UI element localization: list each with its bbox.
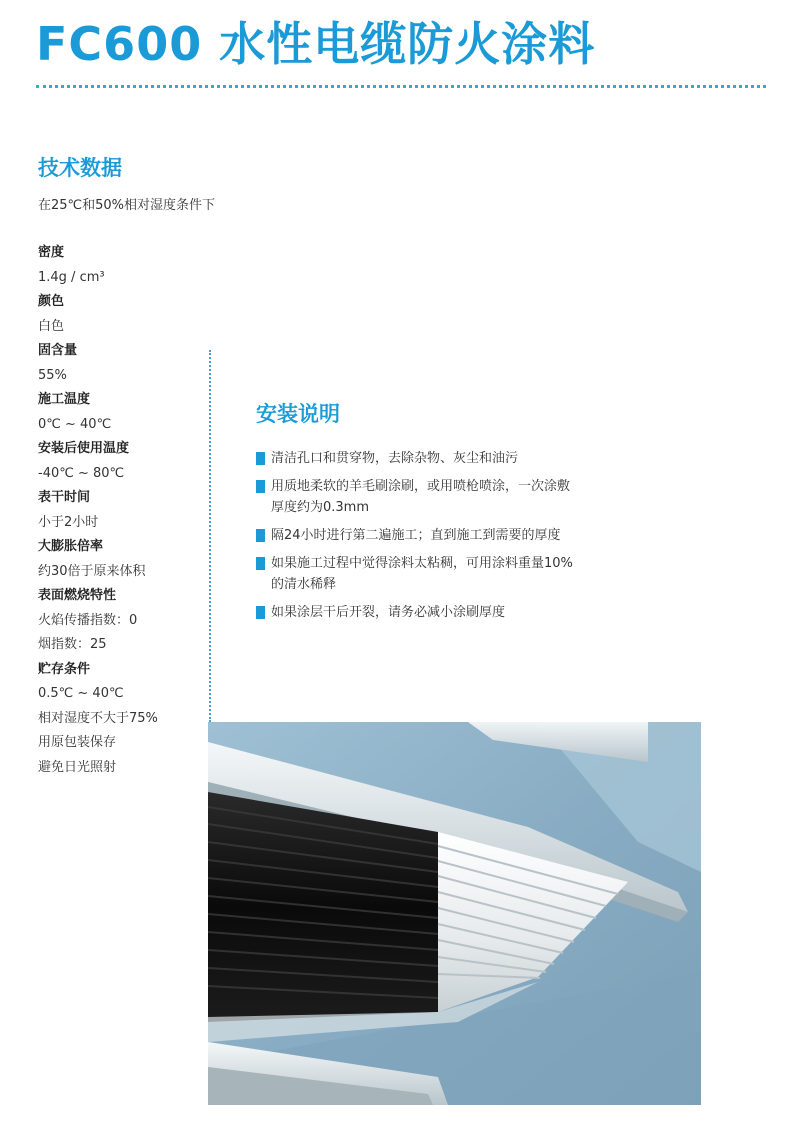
- spec-value: 1.4g / cm³: [38, 269, 105, 285]
- square-bullet-icon: [256, 529, 265, 542]
- step-line: 厚度约为0.3mm: [271, 500, 370, 515]
- spec-service-temperature: [38, 437, 208, 486]
- spec-color: [38, 290, 208, 339]
- square-bullet-icon: [256, 557, 265, 570]
- step-line: 清洁孔口和贯穿物，去除杂物、灰尘和油污: [271, 451, 519, 466]
- spec-label: 大膨胀倍率: [38, 539, 104, 554]
- step-line: 如果涂层干后开裂，请务必减小涂刷厚度: [271, 605, 506, 620]
- spec-value: 55%: [38, 367, 67, 383]
- step-line: 如果施工过程中觉得涂料太粘稠，可用涂料重量10%: [271, 556, 573, 571]
- list-item: [256, 476, 656, 518]
- spec-expansion-ratio: [38, 535, 208, 584]
- technical-data-heading: 技术数据: [38, 156, 122, 180]
- spec-value: -40℃ ~ 80℃: [38, 465, 125, 481]
- spec-value: 火焰传播指数：0: [38, 612, 138, 628]
- spec-label: 施工温度: [38, 392, 91, 407]
- spec-value: 小于2小时: [38, 514, 99, 530]
- step-line: 用质地柔软的羊毛刷涂刷，或用喷枪喷涂，一次涂敷: [271, 479, 571, 494]
- installation-heading: 安装说明: [256, 402, 340, 426]
- spec-value: 烟指数：25: [38, 637, 107, 652]
- spec-label: 表面燃烧特性: [38, 588, 117, 603]
- test-condition: 在25℃和50%相对湿度条件下: [38, 198, 216, 213]
- square-bullet-icon: [256, 480, 265, 493]
- list-item: [256, 602, 656, 623]
- spec-list: [38, 241, 208, 780]
- list-item: [256, 553, 656, 595]
- step-line: 的清水稀释: [271, 577, 337, 592]
- spec-label: 安装后使用温度: [38, 441, 130, 456]
- spec-value: 0℃ ~ 40℃: [38, 416, 112, 432]
- spec-label: 颜色: [38, 294, 65, 309]
- square-bullet-icon: [256, 452, 265, 465]
- page-title: FC600 水性电缆防火涂料: [36, 17, 596, 71]
- spec-density: [38, 241, 208, 290]
- spec-surface-dry-time: [38, 486, 208, 535]
- step-line: 隔24小时进行第二遍施工；直到施工到需要的厚度: [271, 528, 561, 543]
- spec-label: 表干时间: [38, 490, 91, 505]
- list-item: [256, 525, 656, 546]
- spec-solid-content: [38, 339, 208, 388]
- spec-value: 用原包装保存: [38, 735, 117, 750]
- cable-tray-illustration: [208, 722, 701, 1105]
- spec-surface-burning: [38, 584, 208, 658]
- square-bullet-icon: [256, 606, 265, 619]
- cable-tray-photo: [208, 722, 701, 1105]
- spec-label: 贮存条件: [38, 661, 91, 677]
- spec-label: 固含量: [38, 343, 78, 358]
- title-divider: [36, 85, 766, 88]
- spec-value: 0.5℃ ~ 40℃: [38, 686, 124, 701]
- spec-application-temperature: [38, 388, 208, 437]
- spec-label: 密度: [38, 245, 65, 260]
- spec-storage: [38, 658, 208, 781]
- spec-value: 相对湿度不大于75%: [38, 710, 158, 726]
- spec-value: 避免日光照射: [38, 759, 117, 775]
- installation-steps: [256, 448, 656, 630]
- spec-value: 约30倍于原来体积: [38, 563, 146, 579]
- column-divider: [209, 350, 211, 722]
- list-item: [256, 448, 656, 469]
- spec-value: 白色: [38, 318, 65, 334]
